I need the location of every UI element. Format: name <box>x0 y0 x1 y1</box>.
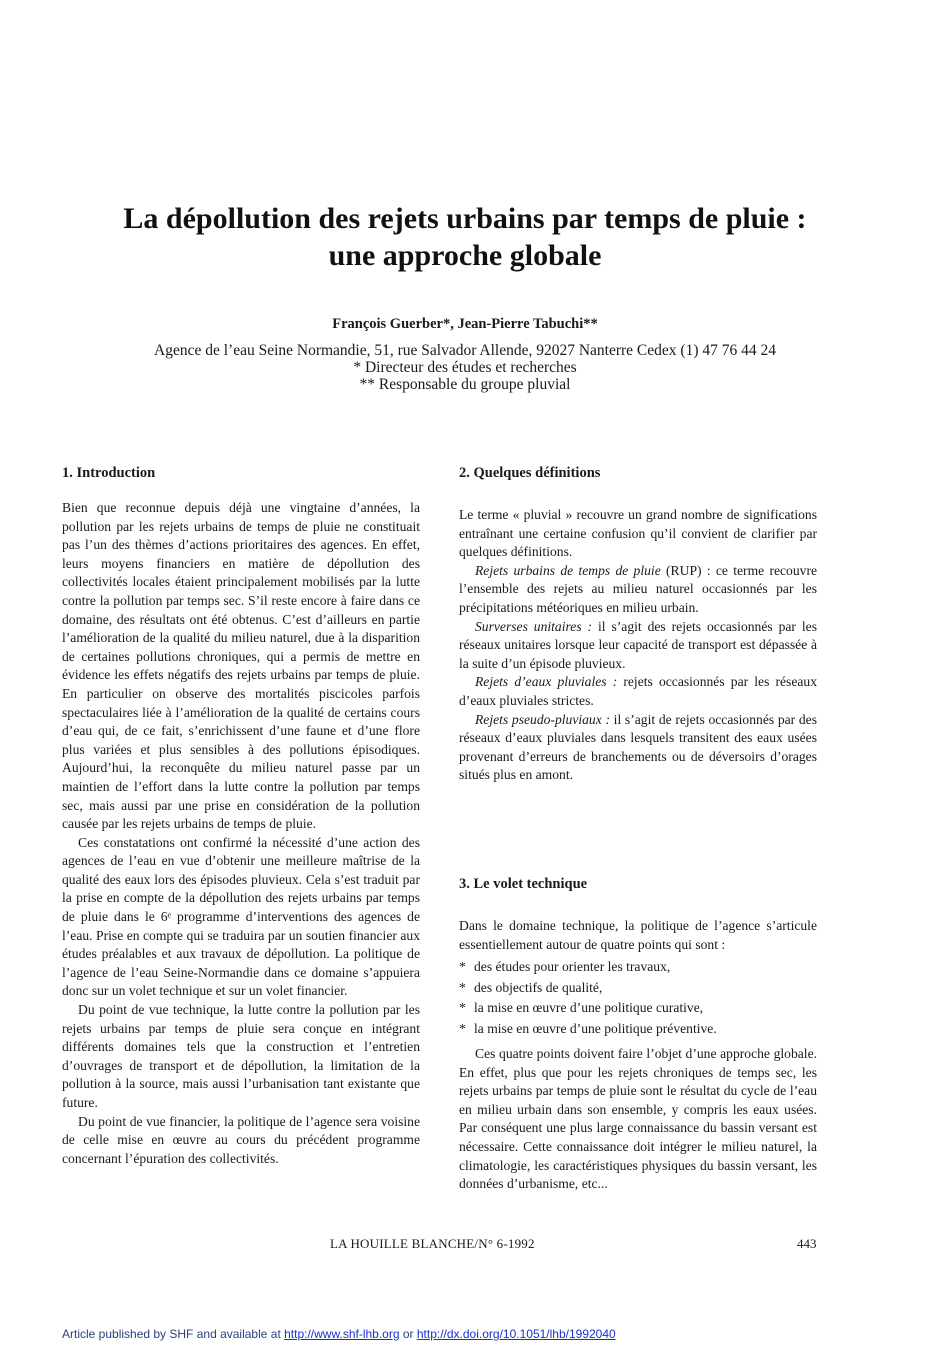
list-item <box>459 978 817 999</box>
section-2-intro: Le terme « pluvial » recouvre un grand nombre de significations entraînant une certaine confusion qu’il convient de clarifier par quelques définitions. <box>459 507 817 560</box>
section-3-bullet-list <box>459 957 817 1039</box>
definition-surverses <box>459 618 817 674</box>
definition-pseudo-pluviaux <box>459 711 817 785</box>
affiliation-footnote-2: ** Responsable du groupe pluvial <box>359 376 571 393</box>
definition-rup <box>459 562 817 618</box>
affiliation-footnote-1: * Directeur des études et recherches <box>353 359 577 376</box>
publisher-note-middle: or <box>399 1327 417 1341</box>
section-1-heading: 1. Introduction <box>62 465 156 481</box>
authors: François Guerber*, Jean-Pierre Tabuchi** <box>332 316 598 332</box>
publisher-note <box>62 1327 616 1341</box>
list-item <box>459 1019 817 1040</box>
doi-link[interactable]: http://dx.doi.org/10.1051/lhb/1992040 <box>416 1327 616 1341</box>
bullet-star: * <box>459 959 466 975</box>
list-item <box>459 998 817 1019</box>
title-line-2: une approche globale <box>328 239 602 272</box>
left-column <box>62 464 420 1168</box>
page-number: 443 <box>797 1236 817 1251</box>
bullet-star: * <box>459 1020 466 1036</box>
shf-lhb-link[interactable]: http://www.shf-lhb.org <box>284 1327 400 1341</box>
section-1-paragraph-3: Du point de vue technique, la lutte contre la pollution par les rejets urbains par temps de pluie sera conçue en intégrant différents domaines tels que la construction et l’entretien d’ouvrages de transport et de dépollution, la limitation de la pollution à la source, mais aussi l’urbanisation tant existante que future. <box>62 1002 420 1110</box>
publisher-note-prefix: Article published by SHF and available at <box>62 1327 285 1341</box>
definition-text: il s’agit des rejets occasionnés par les réseaux unitaires lorsque leur capacité de transport est dépassée à la suite d’un épisode pluvieux. <box>459 618 817 671</box>
section-1-paragraph-4: Du point de vue financier, la politique de l’agence sera voisine de celle mise en œuvre au cours du précédent programme concernant l’épuration des collectivités. <box>62 1113 420 1166</box>
definition-text: (RUP) : ce terme recouvre l’ensemble des rejets au milieu naturel occasionnés par les précipitations météoriques en milieu urbain. <box>459 562 818 615</box>
right-column <box>459 464 817 1194</box>
definition-eaux-pluviales <box>459 673 817 710</box>
section-3-paragraph: Ces quatre points doivent faire l’objet d’une approche globale. En effet, plus que pour les rejets chroniques de temps sec, les rejets urbains par temps de pluie sont le résultat du cycle de l’eau en milieu urbain dans son ensemble, y compris les eaux usées. Par conséquent une plus large connaissance du bassin versant est nécessaire. Cette connaissance doit intégrer le milieu naturel, la climatologie, les caractéristiques physiques du bassin versant, les données d’urbanisme, etc... <box>459 1046 817 1192</box>
list-item <box>459 957 817 978</box>
list-item-text: des études pour orienter les travaux, <box>474 959 671 975</box>
definition-term: Rejets pseudo-pluviaux : <box>475 711 610 727</box>
definition-term: Rejets d’eaux pluviales : <box>475 674 618 690</box>
section-2-heading: 2. Quelques définitions <box>459 465 601 481</box>
list-item-text: des objectifs de qualité, <box>474 979 603 995</box>
definition-text: rejets occasionnés par les réseaux d’eaux pluviales strictes. <box>459 674 818 708</box>
section-1-paragraph-2: Ces constatations ont confirmé la nécessité d’une action des agences de l’eau en vue d’obtenir une meilleure maîtrise de la qualité des eaux lors des épisodes pluvieux. Cela s’est traduit par la prise en compte de la dépollution des rejets urbains par temps de pluie dans le 6ᵉ programme d’interventions des agences de l’eau. Prise en compte qui se traduira par un soutien financier aux études préalables et aux travaux de dépollution. La politique de l’agence de l’eau Seine-Normandie dans ce domaine s’appuiera donc sur un volet technique et sur un volet financier. <box>62 834 420 999</box>
definition-text: il s’agit de rejets occasionnés par des réseaux d’eaux pluviales dans lesquels transitent des eaux usées provenant d’erreurs de branchements ou de déversoirs d’orages situés plus en amont. <box>459 711 818 783</box>
section-1-paragraph-1: Bien que reconnue depuis déjà une vingtaine d’années, la pollution par les rejets urbains de temps de pluie ne constituait pas l’un des thèmes d’actions prioritaires des agences. En effet, leurs moyens financiers en matière de dépollution des collectivités locales étaient principalement mobilisés par la lutte contre la pollution par temps sec. S’il reste encore à faire dans ce domaine, des résultats ont été obtenus. C’est d’ailleurs en partie l’amélioration de la qualité du milieu naturel, due à la disparition de certaines pollutions chroniques, qui a permis de mettre en évidence les effets négatifs des rejets urbains par temps de pluie. En particulier on observe des mortalités piscicoles parfois spectaculaires liée à l’amélioration de la qualité de certains cours d’eau qui, de ce fait, s’enrichissent d’une faune et d’une flore plus variées et plus sensibles à des pollutions épisodiques. Aujourd’hui, la reconquête du milieu naturel passe par un maintien de l’effort dans la lutte contre la pollution par temps sec, mais aussi par une prise en considération de la pollution causée par les rejets urbains de temps de pluie. <box>62 500 420 832</box>
journal-footer: LA HOUILLE BLANCHE/N° 6-1992 <box>330 1236 535 1251</box>
list-item-text: la mise en œuvre d’une politique préventive. <box>474 1020 717 1036</box>
bullet-star: * <box>459 979 466 995</box>
article-title <box>40 200 890 274</box>
affiliation-address: Agence de l’eau Seine Normandie, 51, rue Salvador Allende, 92027 Nanterre Cedex (1) 47 76 44 24 <box>154 342 776 359</box>
affiliation <box>40 342 890 393</box>
title-line-1: La dépollution des rejets urbains par temps de pluie : <box>123 202 807 235</box>
bullet-star: * <box>459 1000 466 1016</box>
definition-term: Rejets urbains de temps de pluie <box>475 562 661 578</box>
definition-term: Surverses unitaires : <box>475 618 593 634</box>
list-item-text: la mise en œuvre d’une politique curative, <box>474 1000 704 1016</box>
section-3-intro: Dans le domaine technique, la politique de l’agence s’articule essentiellement autour de quatre points qui sont : <box>459 917 817 952</box>
section-3-heading: 3. Le volet technique <box>459 875 588 892</box>
